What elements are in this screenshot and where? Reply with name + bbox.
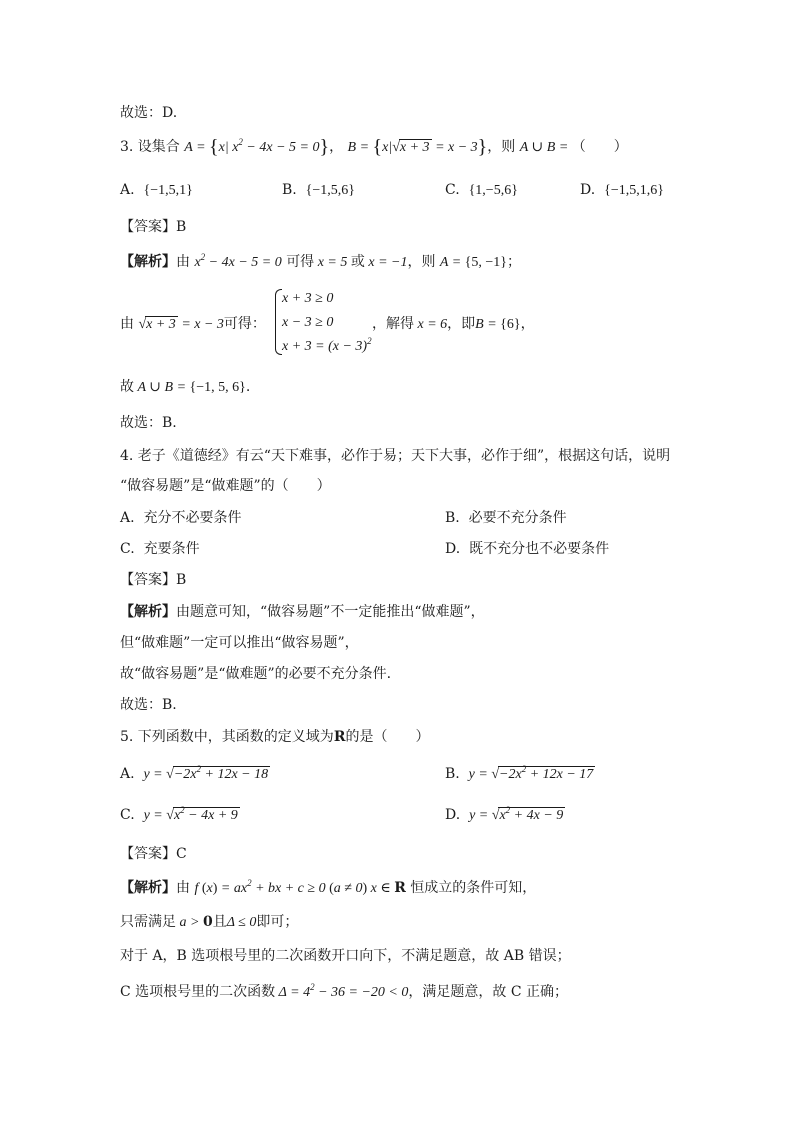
q3-inequality-system: x + 3 ≥ 0 x − 3 ≥ 0 $x + 3 = (x - 3)^2$ xyxy=(272,287,372,359)
q3-stem: 3. 设集合 A = {x| $x^2 - 4x - 5 = 0$}， B = {x|√x + 3 = x − 3}，则 A ∪ B = （ ） xyxy=(120,136,628,158)
q5-option-d: D. $y = √x^2 + 4x - 9$ xyxy=(445,805,564,823)
q4-analysis-1: 【解析】由题意可知，“做容易题”不一定能推出“做难题”， xyxy=(120,604,485,620)
q4-answer: 【答案】B xyxy=(120,572,187,588)
q3-option-d: D. {−1,5,1,6} xyxy=(580,182,664,198)
q3-set-b: B = {x|√x + 3 = x − 3} xyxy=(347,136,488,158)
q3-option-b: B. {−1,5,6} xyxy=(282,182,355,198)
q3-option-a: A. {−1,5,1} xyxy=(120,182,193,198)
q3-analysis-3: 故 A ∪ B = {−1, 5, 6}. xyxy=(120,379,251,395)
q4-option-a: A. 充分不必要条件 xyxy=(120,510,242,526)
q3-analysis-1: 【解析】由 $x^2 - 4x - 5 = 0$ 可得 x = 5 或 x = −1，则 A = {5, −1}； xyxy=(120,252,522,270)
q5-stem: 5. 下列函数中，其函数的定义域为R的是（ ） xyxy=(120,729,430,745)
q4-conclusion: 故选：B. xyxy=(120,697,177,713)
q3-option-c: C. {1,−5,6} xyxy=(445,182,518,198)
q5-option-b: B. $y = √-2x^2 + 12x - 17$ xyxy=(445,764,594,782)
q4-option-c: C. 充要条件 xyxy=(120,541,200,557)
q3-answer: 【答案】B xyxy=(120,219,187,235)
q5-option-c: C. $y = √x^2 - 4x + 9$ xyxy=(120,805,238,823)
q3-analysis-2: 由 √x + 3 = x − 3可得： xyxy=(120,316,266,332)
q2-conclusion: 故选：D. xyxy=(120,105,178,121)
q4-stem-2: “做容易题”是“做难题”的（ ） xyxy=(120,478,331,494)
q5-analysis-4: C 选项根号里的二次函数 $\Delta = 4^2 - 36 = -20 < 0$，满足题意，故 C 正确； xyxy=(120,982,569,1000)
q3-conclusion: 故选：B. xyxy=(120,415,177,431)
q5-analysis-2: 只需满足 a > 0且Δ ≤ 0即可； xyxy=(120,914,299,930)
q4-stem-1: 4. 老子《道德经》有云“天下难事，必作于易；天下大事，必作于细”，根据这句话，说明 xyxy=(120,448,671,464)
q5-option-a: A. $y = √-2x^2 + 12x - 18$ xyxy=(120,764,269,782)
q3-analysis-2-result: ，解得 x = 6，即B = {6}， xyxy=(372,316,535,332)
q4-analysis-2: 但“做难题”一定可以推出“做容易题”， xyxy=(120,635,359,651)
q4-option-d: D. 既不充分也不必要条件 xyxy=(445,541,610,557)
q5-analysis-1: 【解析】由 f $(x) = ax^2$ + bx + c ≥ 0 (a ≠ 0) x ∈ R 恒成立的条件可知， xyxy=(120,878,537,896)
q5-answer: 【答案】C xyxy=(120,846,187,862)
q3-set-a: A = {x| $x^2 - 4x - 5 = 0$} xyxy=(184,136,330,158)
q5-analysis-3: 对于 A，B 选项根号里的二次函数开口向下，不满足题意，故 AB 错误； xyxy=(120,948,571,964)
q4-option-b: B. 必要不充分条件 xyxy=(445,510,567,526)
q4-analysis-3: 故“做容易题”是“做难题”的必要不充分条件. xyxy=(120,666,392,682)
